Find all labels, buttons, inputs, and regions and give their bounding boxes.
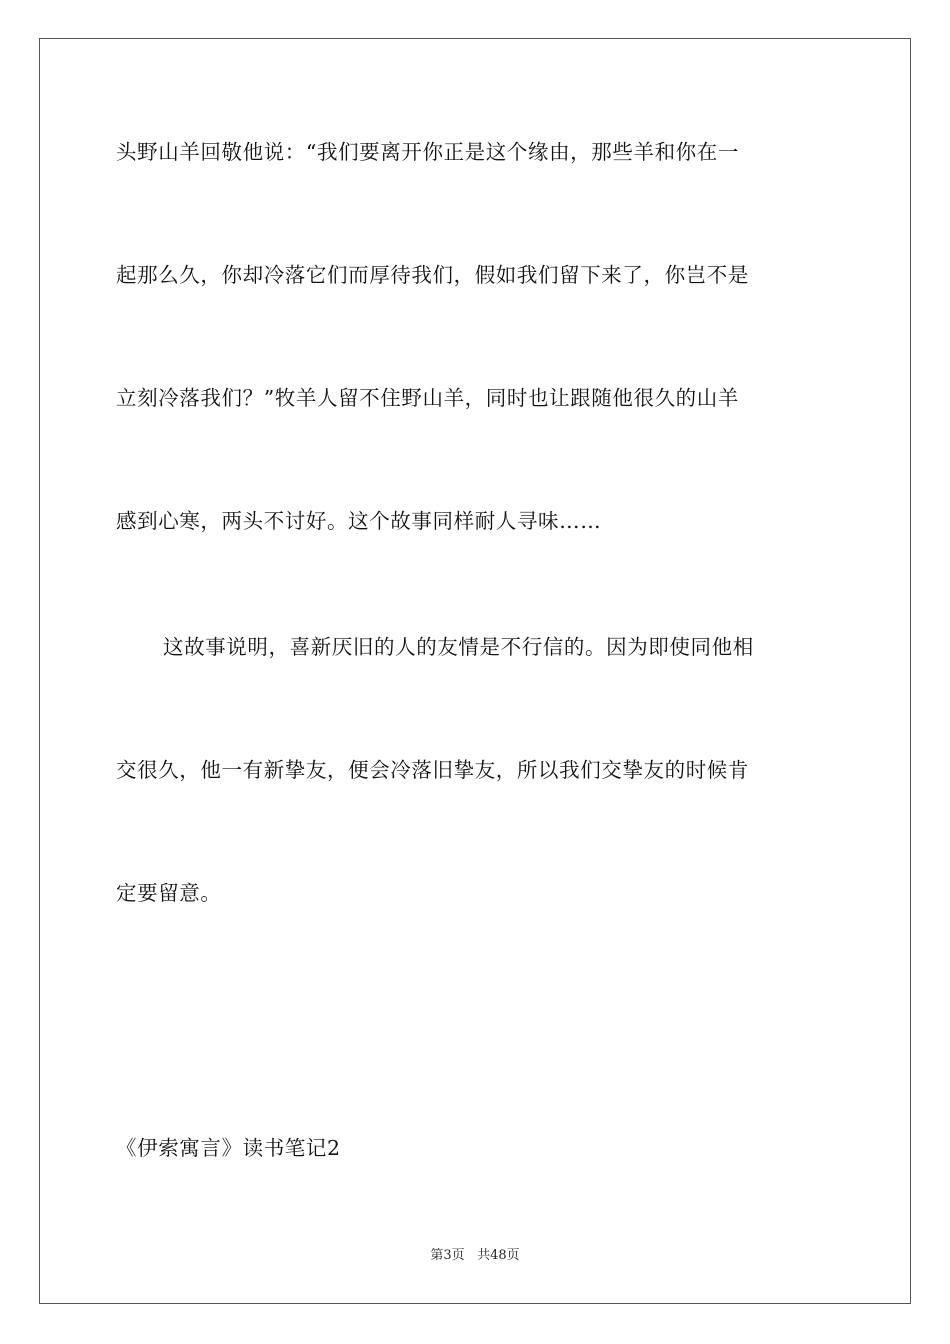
page-number: 第3页 [430,1248,465,1263]
paragraph-line-5: 这故事说明，喜新厌旧的人的友情是不行信的。因为即使同他相 [163,635,754,659]
paragraph-line-3: 立刻冷落我们？”牧羊人留不住野山羊，同时也让跟随他很久的山羊 [116,386,739,410]
paragraph-line-2: 起那么久，你却冷落它们而厚待我们，假如我们留下来了，你岂不是 [116,263,749,287]
paragraph-line-6: 交很久，他一有新挚友，便会冷落旧挚友，所以我们交挚友的时候肯 [116,758,749,782]
section-heading: 《伊索寓言》读书笔记2 [116,1136,341,1160]
paragraph-line-7: 定要留意。 [116,881,222,905]
total-pages: 共48页 [477,1248,520,1263]
page-border [39,38,911,1304]
paragraph-line-4: 感到心寒，两头不讨好。这个故事同样耐人寻味…… [116,509,602,533]
page-footer [0,1247,950,1265]
paragraph-line-1: 头野山羊回敬他说：“我们要离开你正是这个缘由，那些羊和你在一 [116,140,739,164]
